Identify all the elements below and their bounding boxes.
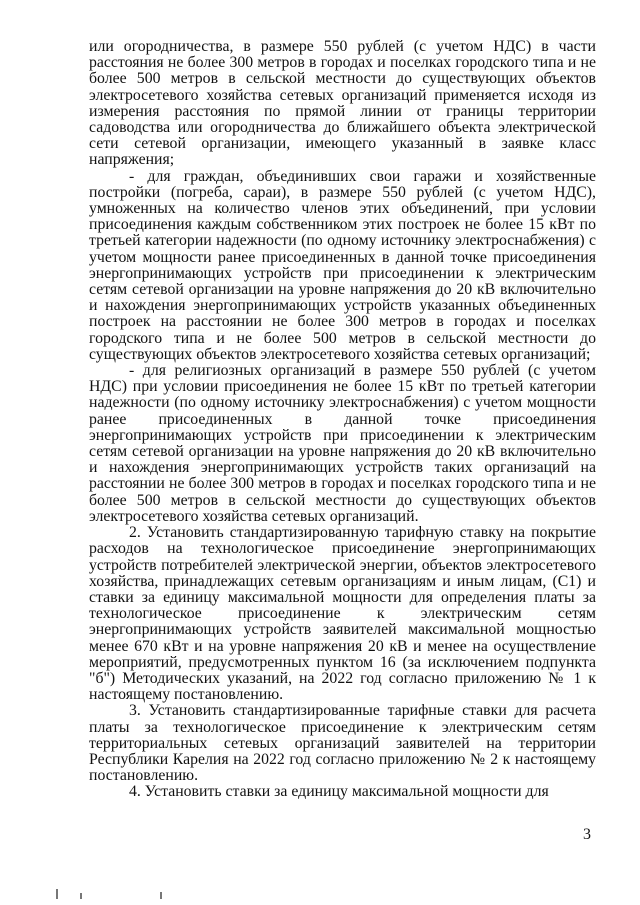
paragraph-item-4: 4. Установить ставки за единицу максимальной мощности для — [129, 783, 549, 801]
paragraph-continuation: или огородничества, в размере 550 рублей (с учетом НДС) в части расстояния не более 300 метров в городах и поселках городского типа и не более 500 метров в сельской местности до существующих объектов электросетевого хозяйства сетевых организаций применяется исходя из измерения расстояния по прямой линии от границы территории садоводства или огородничества до ближайшего объекта электрической сети сетевой организации, имеющего указанный в заявке класс напряжения; — [89, 38, 596, 169]
paragraph-item-3: 3. Установить стандартизированные тарифные ставки для расчета платы за технологическое присоединение к электрическим сетям территориальных сетевых организаций заявителей на территории Республики Карелия на 2022 год согласно приложению № 2 к настоящему постановлению. — [89, 702, 596, 785]
paragraph-item-2: 2. Установить стандартизированную тарифную ставку на покрытие расходов на технологическое присоединение энергопринимающих устройств потребителей электрической энергии, объектов электросетевого хозяйства, принадлежащих сетевым организациям и иным лицам, (С1) и ставки за единицу максимальной мощности для определения платы за технологическое присоединение к электрическим сетям энергопринимающих устройств заявителей максимальной мощностью менее 670 кВт и на уровне напряжения 20 кВ и менее на осуществление мероприятий, предусмотренных пунктом 16 (за исключением подпункта "б") Методических указаний, на 2022 год согласно приложению № 1 к настоящему постановлению. — [89, 524, 596, 704]
paragraph-garages: - для граждан, объединивших свои гаражи и хозяйственные постройки (погреба, сараи), в размере 550 рублей (с учетом НДС), умноженных на количество членов этих объединений, при условии присоединения каждым собственником этих построек не более 15 кВт по третьей категории надежности (по одному источнику электроснабжения) с учетом мощности ранее присоединенных в данной точке присоединения энергопринимающих устройств при присоединении к электрическим сетям сетевой организации на уровне напряжения до 20 кВ включительно и нахождения энергопринимающих устройств указанных объединенных построек на расстоянии не более 300 метров в городах и поселках городского типа и не более 500 метров в сельской местности до существующих объектов электросетевого хозяйства сетевых организаций; — [89, 167, 596, 363]
scan-artifact-marks — [56, 889, 166, 901]
paragraph-religious: - для религиозных организаций в размере 550 рублей (с учетом НДС) при условии присоединения не более 15 кВт по третьей категории надежности (по одному источнику электроснабжения) с учетом мощности ранее присоединенных в данной точке присоединения энергопринимающих устройств при присоединении к электрическим сетям сетевой организации на уровне напряжения до 20 кВ включительно и нахождения энергопринимающих устройств таких организаций на расстоянии не более 300 метров в городах и поселках городского типа и не более 500 метров в сельской местности до существующих объектов электросетевого хозяйства сетевых организаций. — [89, 362, 596, 525]
page-number: 3 — [583, 826, 591, 843]
document-body — [89, 39, 596, 801]
